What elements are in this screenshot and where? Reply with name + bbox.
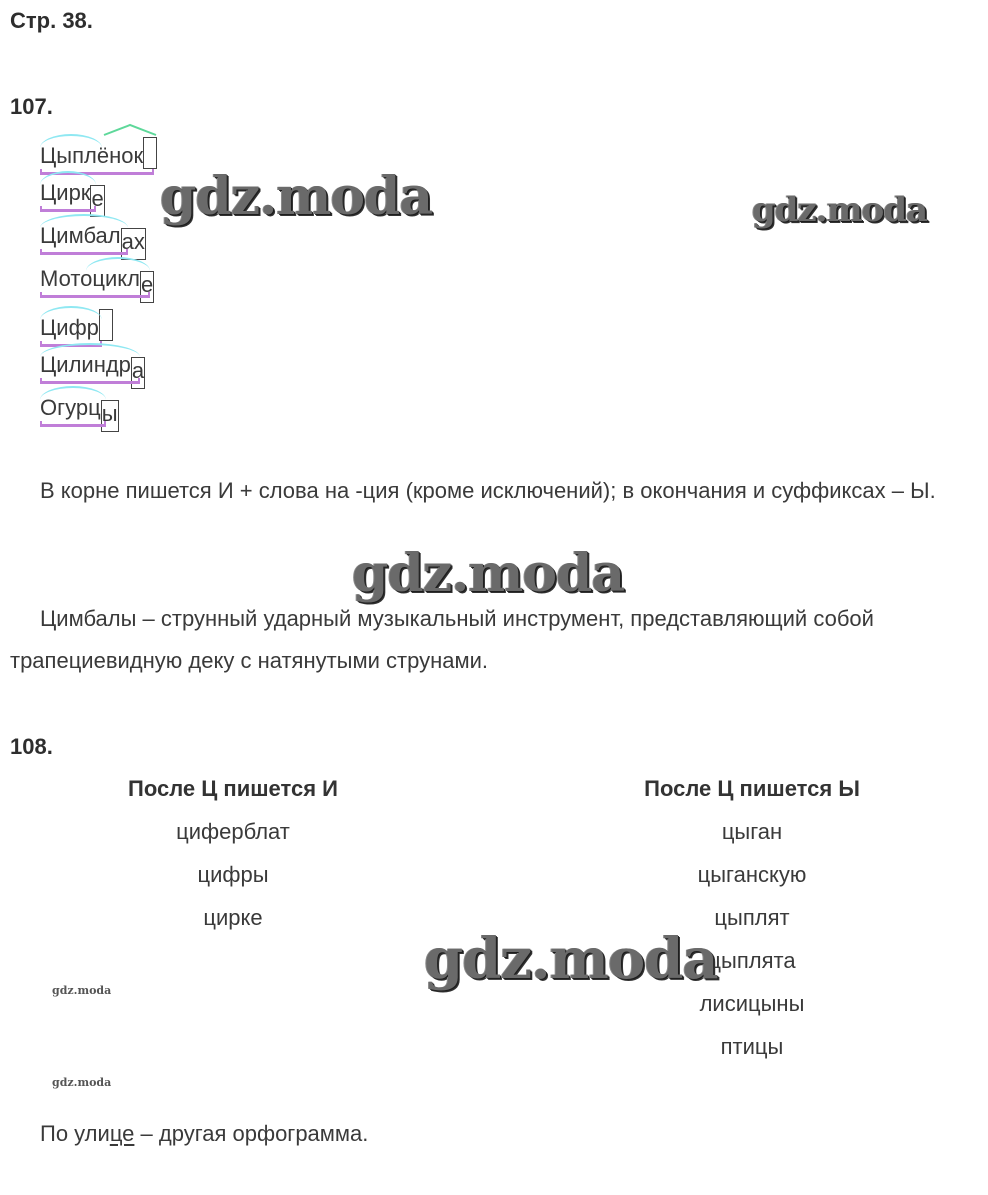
note-text-before: По ули: [40, 1121, 110, 1146]
morph-word-2: [40, 180, 105, 214]
right-column-header: После Ц пишется Ы: [644, 776, 860, 801]
watermark-logo: gdz.moda: [160, 166, 433, 227]
base-underline-mark: [40, 249, 128, 255]
morph-word-7: [40, 395, 119, 429]
left-word-2: цифры: [197, 862, 269, 887]
left-column-header: После Ц пишется И: [128, 776, 338, 801]
base-underline-mark: [40, 292, 150, 298]
definition-paragraph: Цимбалы – струнный ударный музыкальный инструмент, представляющий собой трапециевидную деку с натянутыми струнами.: [10, 606, 874, 673]
word-base: Цирк: [40, 180, 91, 205]
ending-box: ы: [101, 400, 119, 432]
ending-box: е: [90, 185, 104, 217]
note-underlined-ending: це: [109, 1121, 135, 1146]
ending-box: е: [140, 271, 154, 303]
base-underline-mark: [40, 421, 106, 427]
right-word-6: птицы: [720, 1034, 784, 1059]
suffix-mark: [102, 123, 158, 137]
ending-box: [99, 309, 113, 341]
note-text-after: – другая орфограмма.: [134, 1121, 369, 1146]
morph-word-5: [40, 309, 113, 343]
morph-word-3: [40, 223, 146, 257]
right-word-4: цыплята: [708, 948, 796, 973]
exercise-107-number: 107.: [10, 94, 53, 119]
ending-box: а: [131, 357, 145, 389]
base-underline-mark: [40, 378, 140, 384]
morph-word-4: [40, 266, 154, 300]
root-arc-mark: [40, 306, 102, 320]
word-base: Мотоцикл: [40, 266, 140, 291]
watermark-logo: gdz.moda: [752, 190, 928, 230]
spelling-note: [40, 1121, 368, 1147]
word-base: Огурц: [40, 395, 101, 420]
exercise-108-number: 108.: [10, 734, 53, 759]
right-word-2: цыганскую: [697, 862, 807, 887]
right-word-3: цыплят: [714, 905, 790, 930]
ending-box: ах: [121, 228, 146, 260]
left-word-3: цирке: [203, 905, 263, 930]
rule-paragraph: В корне пишется И + слова на -ция (кроме исключений); в окончания и суффиксах – Ы.: [40, 478, 936, 503]
morph-word-1: [40, 137, 157, 171]
right-word-1: цыган: [721, 819, 783, 844]
root-arc-mark: [40, 214, 128, 228]
root-arc-mark: [40, 386, 106, 400]
watermark-logo-small: gdz.moda: [52, 984, 112, 997]
right-word-5: лисицыны: [699, 991, 805, 1016]
word-base: Цифр: [40, 315, 99, 340]
word-base: Цыплёнок: [40, 143, 144, 168]
word-base: Цимбал: [40, 223, 121, 248]
left-word-1: циферблат: [176, 819, 290, 844]
morph-word-6: [40, 352, 145, 386]
root-arc-mark: [40, 134, 102, 148]
watermark-logo: gdz.moda: [424, 926, 718, 992]
base-underline-mark: [40, 206, 96, 212]
ending-box: [143, 137, 157, 169]
watermark-logo-small: gdz.moda: [52, 1076, 112, 1089]
page-reference: Стр. 38.: [10, 8, 93, 33]
word-base: Цилиндр: [40, 352, 131, 377]
watermark-logo: gdz.moda: [352, 543, 625, 604]
